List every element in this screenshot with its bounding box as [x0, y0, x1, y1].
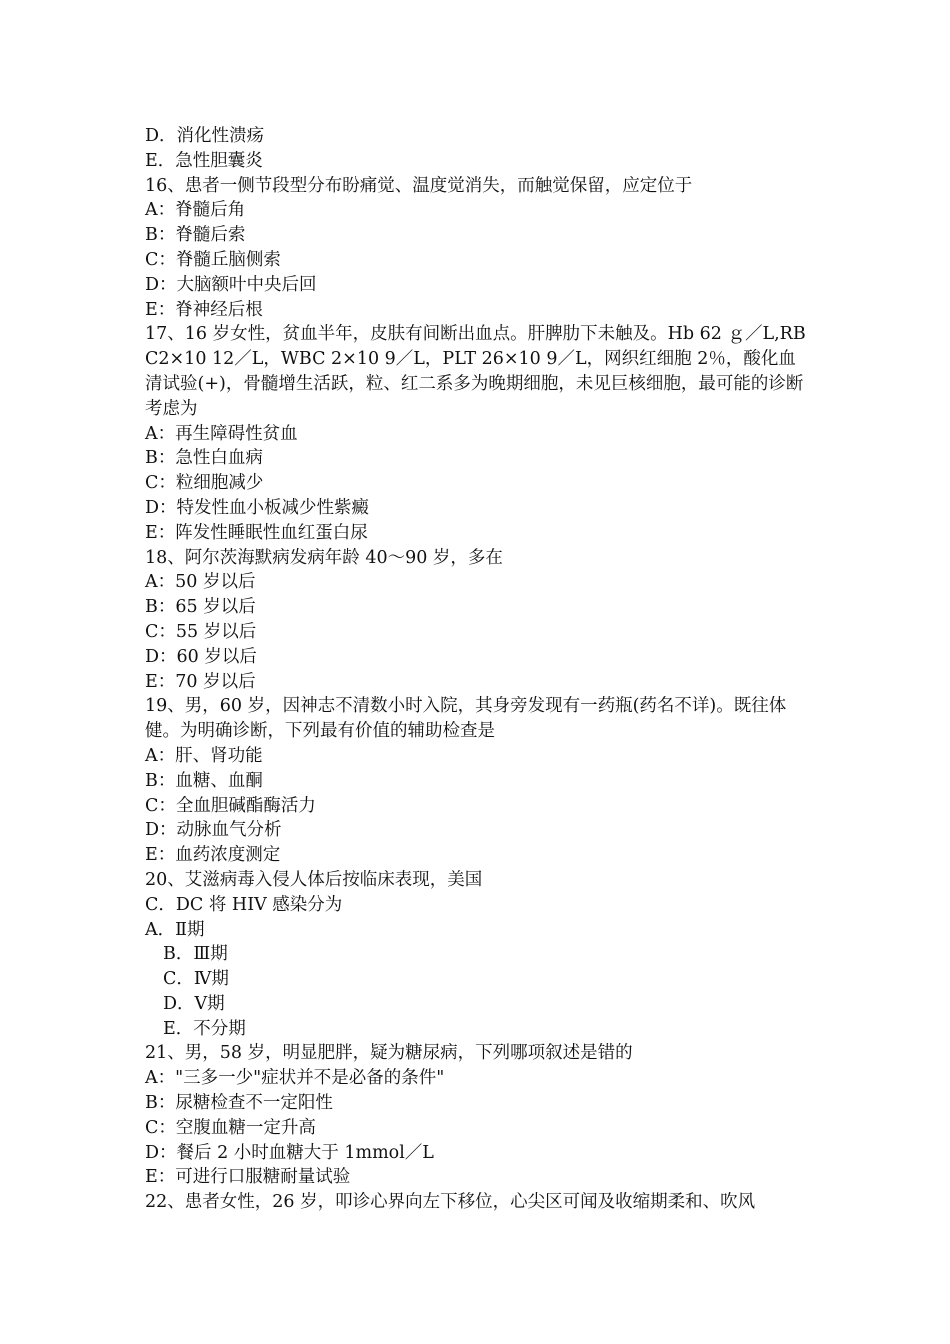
- text-line: B：尿糖检查不一定阳性: [145, 1093, 333, 1114]
- text-line: B：血糖、血酮: [145, 770, 263, 791]
- text-line: C：55 岁以后: [145, 621, 257, 642]
- text-line: A：再生障碍性贫血: [145, 423, 298, 444]
- text-line: B：脊髓后索: [145, 225, 246, 246]
- text-line: E：可进行口服糖耐量试验: [145, 1167, 351, 1188]
- text-line: 21、男，58 岁，明显肥胖，疑为糖尿病，下列哪项叙述是错的: [145, 1043, 633, 1064]
- text-line: D：动脉血气分析: [145, 820, 282, 841]
- text-line: 22、患者女性，26 岁，叩诊心界向左下移位，心尖区可闻及收缩期柔和、吹风: [145, 1192, 756, 1213]
- text-line: E：阵发性睡眠性血红蛋白尿: [145, 522, 368, 543]
- text-line: 20、艾滋病毒入侵人体后按临床表现，美国: [145, 869, 483, 890]
- text-line: C．Ⅳ期: [163, 969, 229, 990]
- text-line: 19、男，60 岁，因神志不清数小时入院，其身旁发现有一药瓶(药名不详)。既往体健。为明确诊断，下列最有价值的辅助检查是: [145, 696, 787, 742]
- text-line: A："三多一少"症状并不是必备的条件": [145, 1068, 445, 1089]
- text-line: A：50 岁以后: [145, 572, 256, 593]
- text-line: A：肝、肾功能: [145, 745, 263, 766]
- text-line: E：血药浓度测定: [145, 845, 281, 866]
- text-line: D．Ⅴ期: [163, 993, 225, 1014]
- text-line: D．消化性溃疡: [145, 126, 265, 146]
- text-line: A：脊髓后角: [145, 200, 246, 221]
- text-line: E：脊神经后根: [145, 299, 263, 320]
- text-line: D：特发性血小板减少性紫癜: [145, 497, 370, 518]
- text-line: C．DC 将 HIV 感染分为: [145, 894, 343, 915]
- text-line: B：65 岁以后: [145, 597, 256, 618]
- text-line: D：60 岁以后: [145, 646, 257, 667]
- text-line: 16、患者一侧节段型分布盼痛觉、温度觉消失，而触觉保留，应定位于: [145, 175, 693, 196]
- text-line: C：粒细胞减少: [145, 473, 264, 494]
- text-line: C：全血胆碱酯酶活力: [145, 795, 316, 816]
- text-line: D：大脑额叶中央后回: [145, 274, 317, 295]
- text-line: 18、阿尔茨海默病发病年龄 40～90 岁，多在: [145, 547, 503, 568]
- text-line: 17、16 岁女性，贫血半年，皮肤有间断出血点。肝脾肋下未触及。Hb 62 ｇ／L,RBC2×10 12／L，WBC 2×10 9／L，PLT 26×10 9／L，网织红细胞 2％，酸化血清试验(+)，骨髓增生活跃，粒、红二系多为晚期细胞，未见巨核细胞，最可能的诊断考虑为: [145, 324, 806, 419]
- text-line: B：急性白血病: [145, 448, 263, 469]
- document-body: [145, 124, 810, 1215]
- text-line: E．不分期: [163, 1018, 246, 1039]
- text-line: D：餐后 2 小时血糖大于 1mmol／L: [145, 1142, 434, 1163]
- text-line: E．急性胆囊炎: [145, 150, 263, 171]
- text-line: C：空腹血糖一定升高: [145, 1117, 316, 1138]
- text-line: A．Ⅱ期: [145, 919, 205, 940]
- text-line: B．Ⅲ期: [163, 944, 228, 965]
- text-line: C：脊髓丘脑侧索: [145, 249, 281, 270]
- text-line: E：70 岁以后: [145, 671, 256, 692]
